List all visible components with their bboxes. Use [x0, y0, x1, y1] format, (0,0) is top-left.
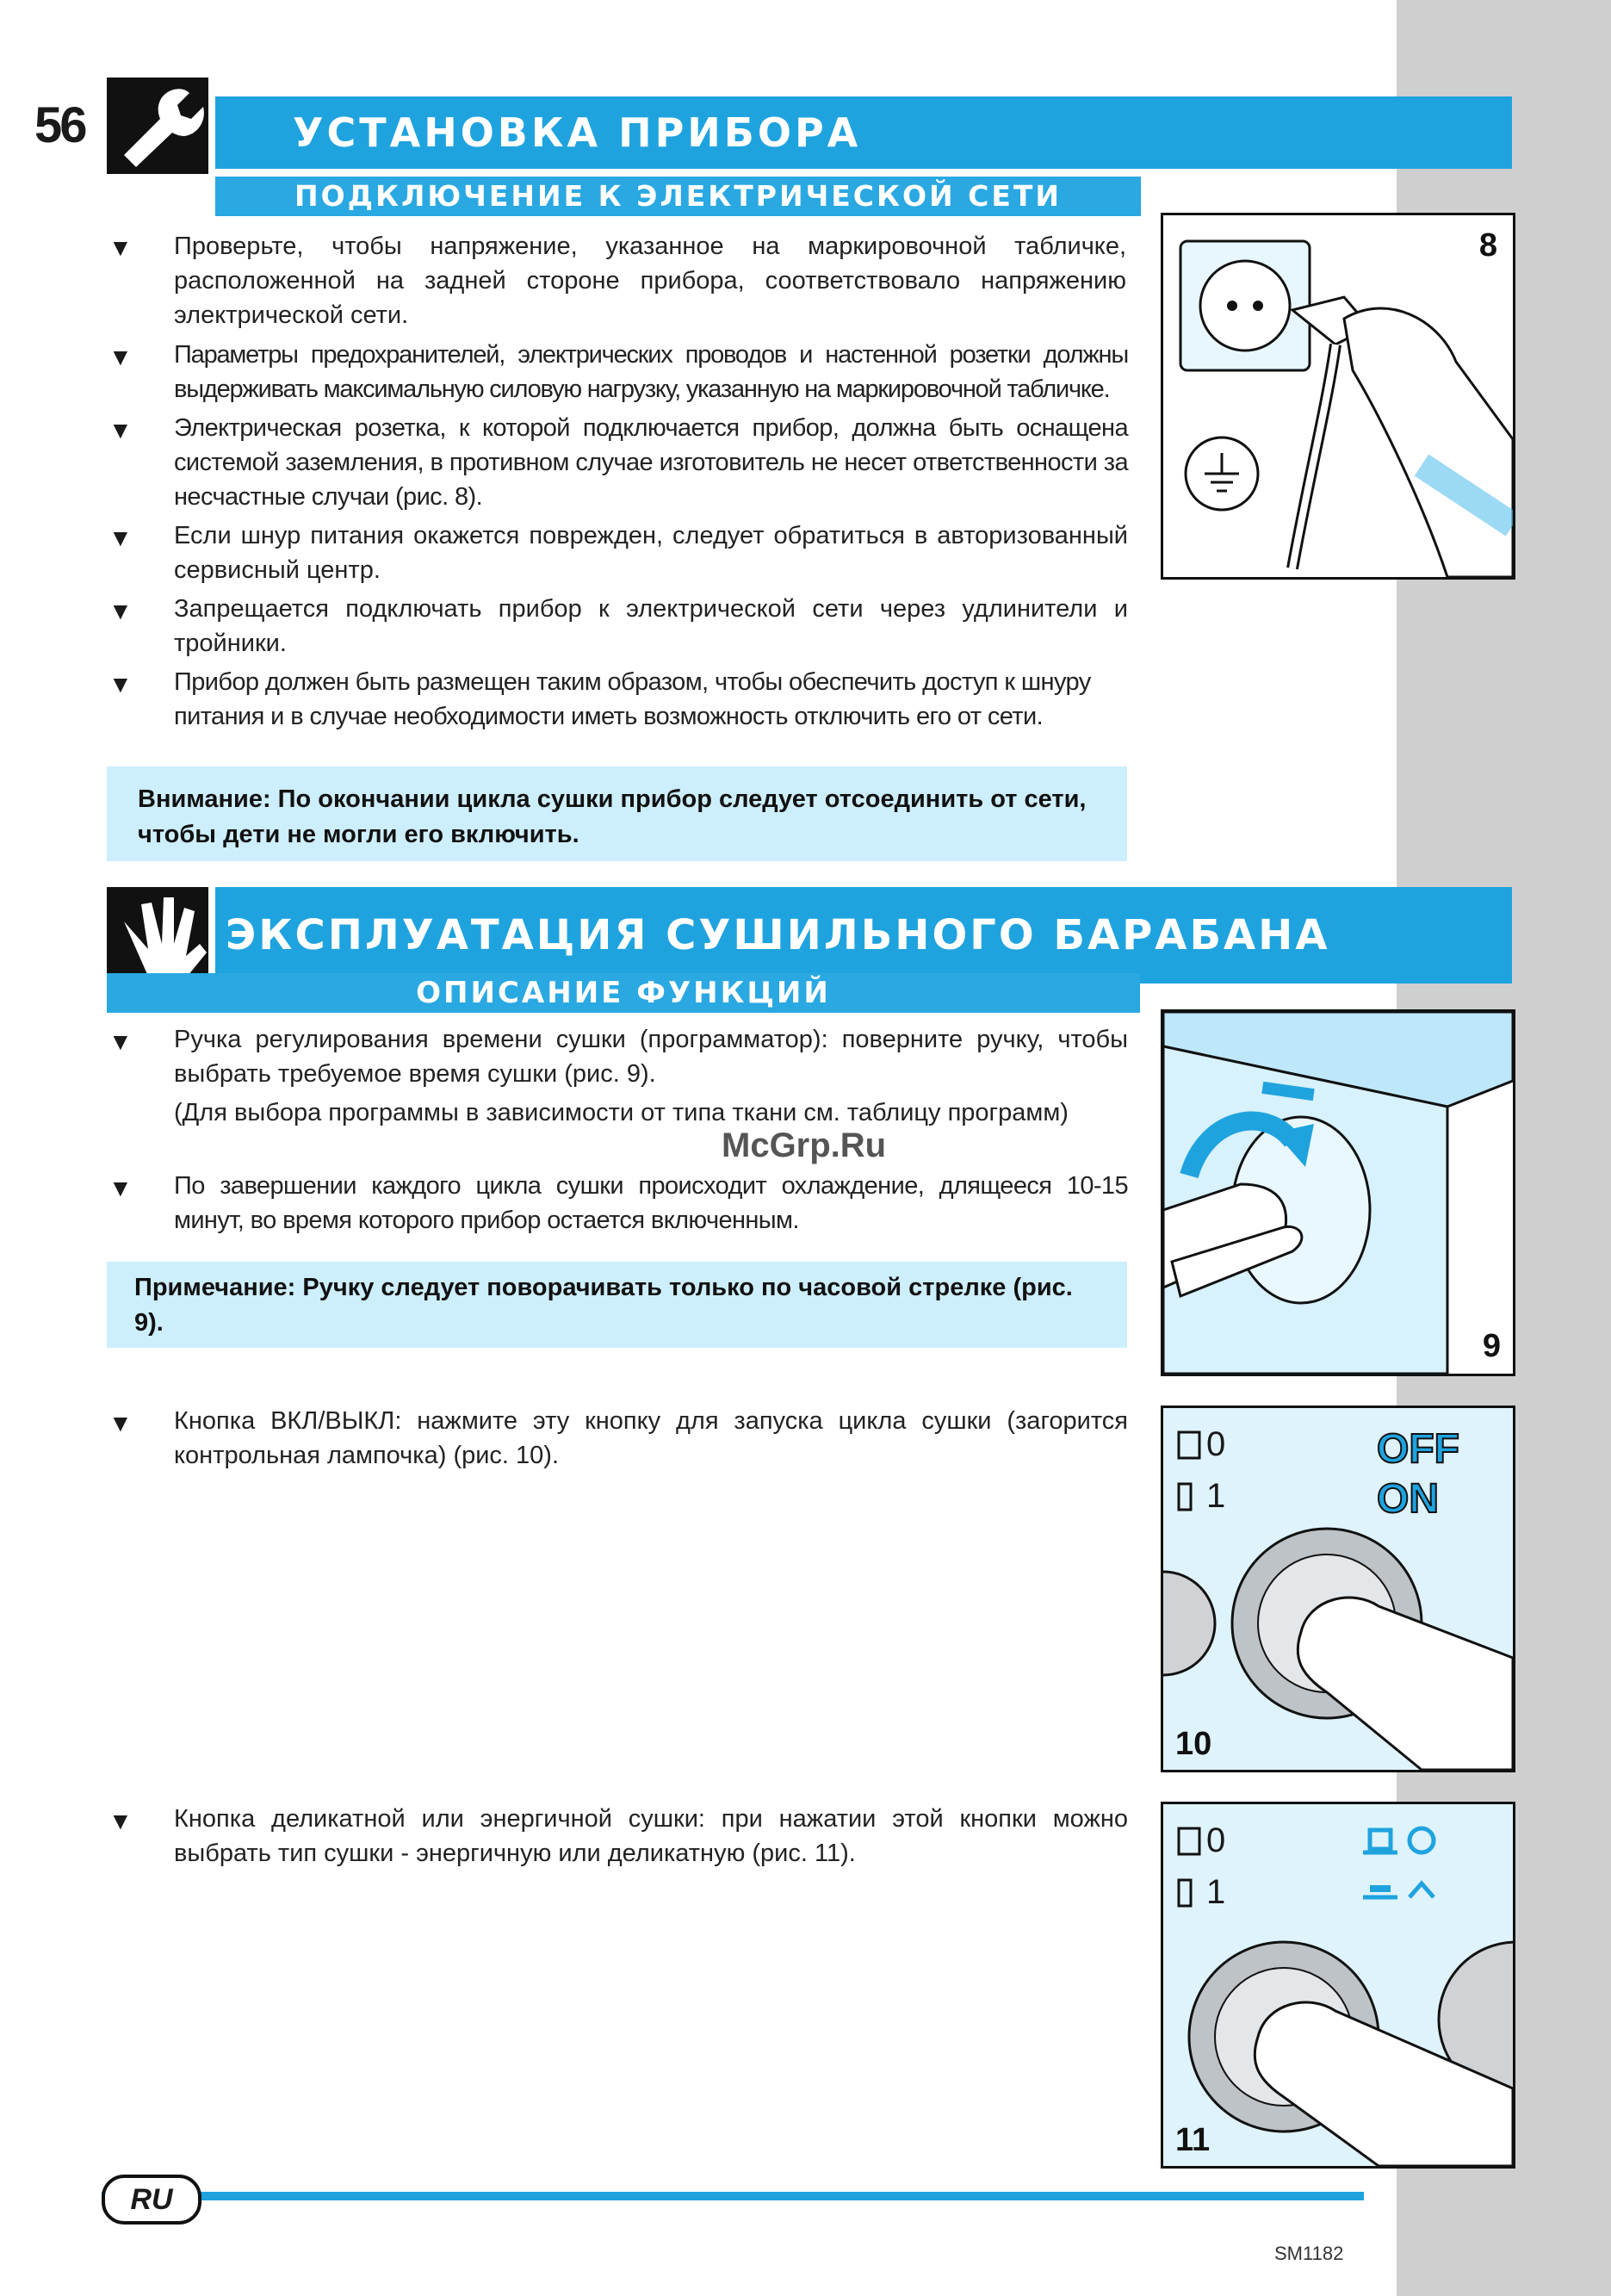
- figure-8-label: 8: [1478, 227, 1497, 264]
- position-1-label: 1: [1206, 1477, 1226, 1515]
- list-item: Кнопка деликатной или энергичной сушки: при нажатии этой кнопки можно выбрать тип сушки - энергичную или деликатную (рис. 11).: [174, 1805, 1128, 1867]
- list-item: Проверьте, чтобы напряжение, указанное на маркировочной табличке, расположенной на задней стороне прибора, соответствовало напряжению электрической сети.: [174, 233, 1126, 329]
- on-label: ON: [1377, 1476, 1439, 1522]
- list-item: Запрещается подключать прибор к электрической сети через удлинители и тройники.: [174, 595, 1128, 657]
- list-item: Ручка регулирования времени сушки (программатор): поверните ручку, чтобы выбрать требуемое время сушки (рис. 9).: [174, 1026, 1128, 1088]
- section-title-install: УСТАНОВКА ПРИБОРА: [293, 109, 862, 156]
- list-item: По завершении каждого цикла сушки происходит охлаждение, длящееся 10-15 минут, во время которого прибор остается включенным.: [174, 1172, 1128, 1234]
- figure-8-socket: [1161, 213, 1515, 580]
- bullet-marker: ▼: [108, 344, 133, 370]
- bullet-marker: ▼: [108, 234, 133, 261]
- document-code: SM1182: [1274, 2243, 1344, 2264]
- off-label: OFF: [1377, 1426, 1459, 1472]
- list-item: Параметры предохранителей, электрических проводов и настенной розетки должны выдерживать максимальную силовую нагрузку, указанную на маркировочной табличке.: [174, 341, 1128, 403]
- subsection-header-electric: ПОДКЛЮЧЕНИЕ К ЭЛЕКТРИЧЕСКОЙ СЕТИ: [215, 177, 1141, 216]
- list-item: Электрическая розетка, к которой подключается прибор, должна быть оснащена системой заземления, в противном случае изготовитель не несет ответственности за несчастные случаи (рис. 8).: [174, 414, 1128, 511]
- page-number: 56: [34, 97, 85, 153]
- bullet-marker: ▼: [108, 598, 133, 624]
- list-item: Если шнур питания окажется поврежден, следует обратиться в авторизованный сервисный центр.: [174, 522, 1128, 584]
- list-item: Прибор должен быть размещен таким образом, чтобы обеспечить доступ к шнуру питания и в случае необходимости иметь возможность отключить его от сети.: [174, 668, 1091, 730]
- bullet-marker: ▼: [108, 417, 133, 444]
- bullet-marker: ▼: [108, 524, 133, 551]
- warning-notice: [107, 766, 1127, 861]
- list-item-extra: (Для выбора программы в зависимости от типа ткани см. таблицу программ): [174, 1099, 1069, 1126]
- figure-11-label: 11: [1175, 2122, 1211, 2158]
- figure-9-knob: [1161, 1009, 1515, 1376]
- section-title-operation: ЭКСПЛУАТАЦИЯ СУШИЛЬНОГО БАРАБАНА: [226, 911, 1330, 959]
- subsection-header-functions: ОПИСАНИЕ ФУНКЦИЙ: [107, 973, 1140, 1013]
- position-1-label: 1: [1206, 1873, 1226, 1911]
- figure-11-drying-mode-button: [1161, 1802, 1515, 2169]
- figure-10-label: 10: [1175, 1726, 1212, 1762]
- bullet-marker: ▼: [108, 1410, 133, 1437]
- position-0-label: 0: [1206, 1425, 1226, 1463]
- bullet-marker: ▼: [108, 1175, 133, 1201]
- language-badge: RU: [102, 2175, 201, 2225]
- bullet-marker: ▼: [108, 1028, 133, 1055]
- section-header-install: [215, 96, 1512, 169]
- figure-10-onoff-button: [1161, 1406, 1515, 1772]
- wrench-icon: [107, 78, 208, 174]
- warning-notice-text: Внимание: По окончании цикла сушки прибор следует отсоединить от сети, чтобы дети не могли его включить.: [138, 785, 1087, 848]
- list-item: Кнопка ВКЛ/ВЫКЛ: нажмите эту кнопку для запуска цикла сушки (загорится контрольная лампочка) (рис. 10).: [174, 1407, 1128, 1469]
- figure-9-label: 9: [1482, 1328, 1501, 1364]
- note-notice-text: Примечание: Ручку следует поворачивать только по часовой стрелке (рис. 9).: [134, 1274, 1073, 1337]
- section-header-operation: [215, 887, 1512, 984]
- watermark: McGrp.Ru: [722, 1126, 887, 1164]
- footer-line: [102, 2192, 1364, 2200]
- bullet-marker: ▼: [108, 1808, 133, 1834]
- bullet-marker: ▼: [108, 671, 133, 698]
- position-0-label: 0: [1206, 1821, 1226, 1859]
- note-notice: [107, 1262, 1127, 1348]
